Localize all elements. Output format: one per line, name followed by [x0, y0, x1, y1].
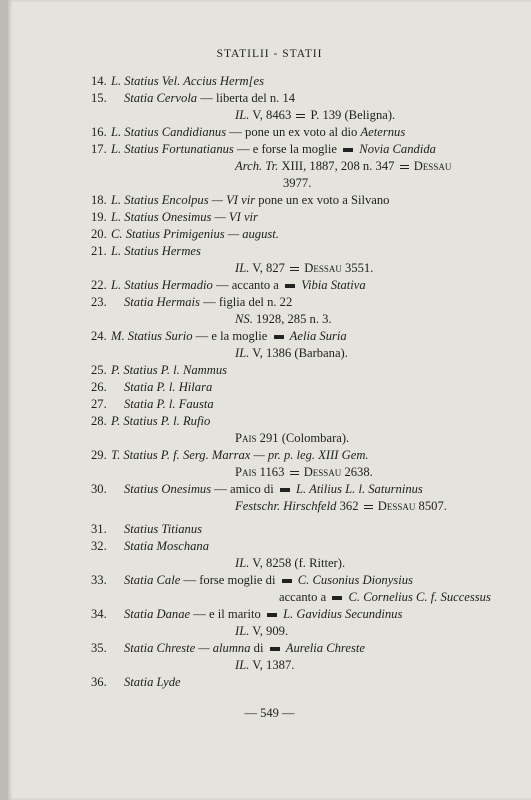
- entry-number: 20.: [91, 227, 107, 241]
- entry-reference: Arch. Tr. XIII, 1887, 208 n. 347 Dessau: [235, 159, 452, 173]
- entry-text: Statius Onesimus — amico di L. Atilius L. l. Saturninus: [124, 482, 423, 496]
- entry-text: Statia Lyde: [124, 675, 181, 689]
- entry-text: Statia Cervola — liberta del n. 14: [124, 91, 296, 105]
- entry-number: 34.: [91, 607, 107, 621]
- entry-number: 18.: [91, 193, 107, 207]
- entry-number: 29.: [91, 448, 107, 462]
- entry-text: P. Statius P. l. Nammus: [111, 363, 228, 377]
- entry-number: 31.: [91, 522, 107, 536]
- entry-number: 26.: [91, 380, 107, 394]
- entry-number: 32.: [91, 539, 107, 553]
- entry-number: 23.: [91, 295, 107, 309]
- entry-text: Statia Cale — forse moglie di C. Cusonius Dionysius: [124, 573, 413, 587]
- entry-text: C. Statius Primigenius — august.: [111, 227, 279, 241]
- entry-text: Statia Hermais — figlia del n. 22: [124, 295, 293, 309]
- entry-reference: accanto a C. Cornelius C. f. Successus: [279, 590, 491, 604]
- entry-number: 15.: [91, 91, 107, 105]
- entry-text: T. Statius P. f. Serg. Marrax — pr. p. leg. XIII Gem.: [111, 448, 369, 462]
- entry-reference: IL. V, 8463 P. 139 (Beligna).: [235, 108, 396, 122]
- entry-reference: IL. V, 827 Dessau 3551.: [235, 261, 374, 275]
- entry-number: 14.: [91, 74, 107, 88]
- entry-text: Statia P. l. Fausta: [124, 397, 214, 411]
- entry-number: 33.: [91, 573, 107, 587]
- entry-number: 35.: [91, 641, 107, 655]
- entry-reference: IL. V, 909.: [235, 624, 289, 638]
- document-page: [8, 0, 531, 800]
- entry-text: L. Statius Candidianus — pone un ex voto al dio Aeternus: [111, 125, 406, 139]
- entry-number: 24.: [91, 329, 107, 343]
- entry-number: 21.: [91, 244, 107, 258]
- entry-text: L. Statius Fortunatianus — e forse la moglie Novia Candida: [111, 142, 436, 156]
- entry-text: Statia Danae — e il marito L. Gavidius Secundinus: [124, 607, 403, 621]
- entry-text: Statia Chreste — alumna di Aurelia Chreste: [124, 641, 365, 655]
- entry-reference-cont: 3977.: [283, 176, 312, 190]
- entry-text: L. Statius Vel. Accius Herm[es: [111, 74, 264, 88]
- entry-text: L. Statius Encolpus — VI vir pone un ex voto a Silvano: [111, 193, 390, 207]
- entry-number: 16.: [91, 125, 107, 139]
- entry-number: 30.: [91, 482, 107, 496]
- entry-text: P. Statius P. l. Rufio: [111, 414, 211, 428]
- entry-text: L. Statius Onesimus — VI vir: [111, 210, 258, 224]
- page-number: — 549 —: [244, 706, 295, 720]
- entry-reference: IL. V, 8258 (f. Ritter).: [235, 556, 346, 570]
- entry-text: Statius Titianus: [124, 522, 203, 536]
- entry-text: L. Statius Hermadio — accanto a Vibia Stativa: [111, 278, 366, 292]
- entry-number: 27.: [91, 397, 107, 411]
- entry-reference: IL. V, 1386 (Barbana).: [235, 346, 348, 360]
- entry-text: M. Statius Surio — e la moglie Aelia Suria: [111, 329, 347, 343]
- entry-number: 28.: [91, 414, 107, 428]
- entry-number: 25.: [91, 363, 107, 377]
- entry-number: 19.: [91, 210, 107, 224]
- entry-reference: Festschr. Hirschfeld 362 Dessau 8507.: [235, 499, 447, 513]
- entry-reference: Pais 1163 Dessau 2638.: [235, 465, 373, 479]
- entry-text: L. Statius Hermes: [111, 244, 201, 258]
- entry-number: 17.: [91, 142, 107, 156]
- entry-number: 36.: [91, 675, 107, 689]
- entry-text: Statia P. l. Hilara: [124, 380, 213, 394]
- running-header: STATILII - STATII: [216, 48, 323, 60]
- entry-text: Statia Moschana: [124, 539, 210, 553]
- entry-reference: Pais 291 (Colombara).: [235, 431, 350, 445]
- entry-reference: IL. V, 1387.: [235, 658, 295, 672]
- entry-reference: NS. 1928, 285 n. 3.: [235, 312, 332, 326]
- entry-number: 22.: [91, 278, 107, 292]
